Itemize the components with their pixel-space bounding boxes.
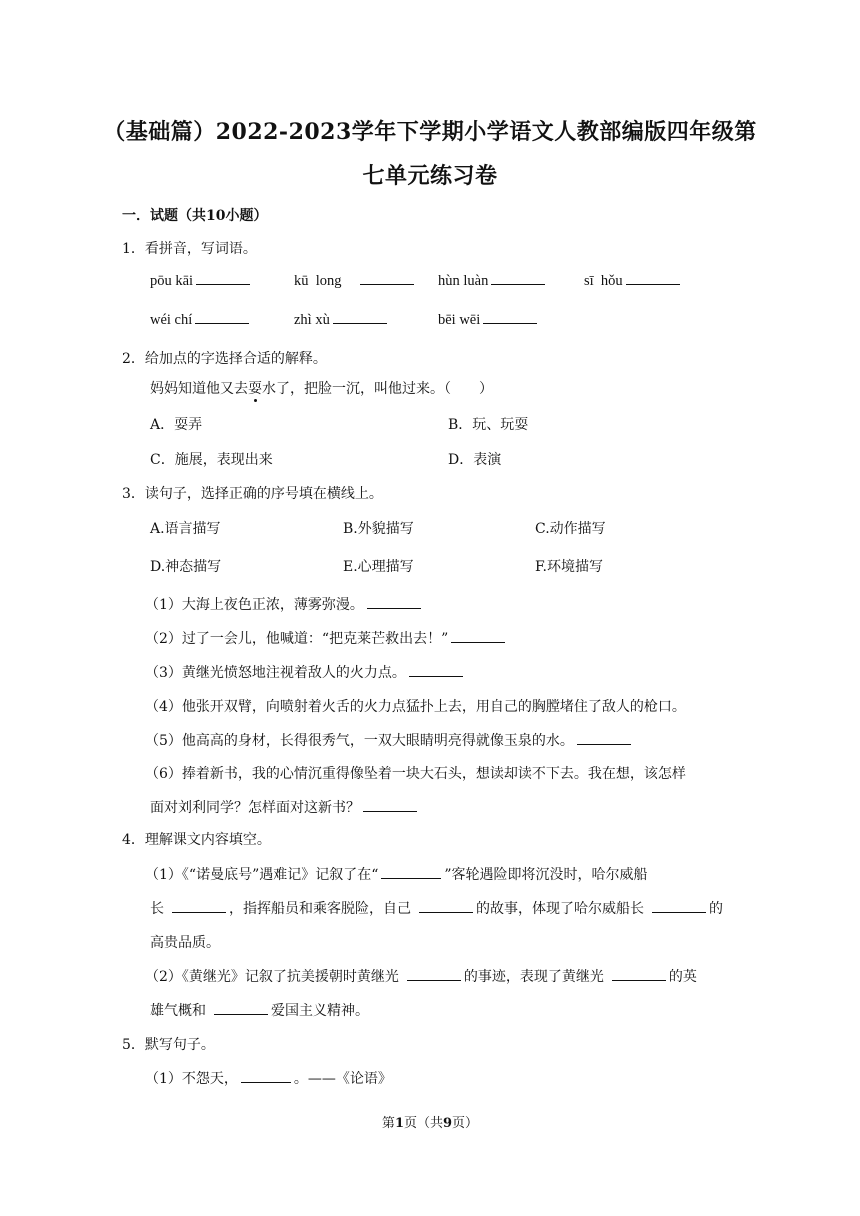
question-3-stem: 3．读句子，选择正确的序号填在横线上。: [122, 486, 383, 502]
text-part: （1）不怨天，: [145, 1071, 238, 1087]
answer-blank[interactable]: [172, 911, 226, 913]
text-part: 长: [150, 901, 164, 917]
pinyin-text: zhì xù: [294, 312, 330, 328]
pinyin-text: hùn luàn: [438, 273, 489, 289]
pinyin-item: [294, 312, 390, 329]
answer-blank[interactable]: [577, 743, 631, 745]
item-text: （5）他高高的身材，长得很秀气，一双大眼睛明亮得就像玉泉的水。: [145, 733, 574, 749]
answer-blank[interactable]: [419, 911, 473, 913]
answer-blank[interactable]: [626, 283, 680, 285]
sentence-part: 妈妈知道他又去: [150, 381, 248, 397]
answer-blank[interactable]: [367, 607, 421, 609]
answer-blank[interactable]: [381, 877, 441, 879]
answer-blank[interactable]: [409, 675, 463, 677]
option-a[interactable]: A．耍弄: [150, 417, 203, 433]
answer-blank[interactable]: [360, 283, 414, 285]
question-4-part-1-end: 高贵品质。: [150, 935, 220, 951]
pinyin-text: bēi wēi: [438, 312, 481, 328]
sentence-part: 水了，把脸一沉，叫他过来。（ ）: [262, 381, 493, 397]
question-4-part-1-continued: [150, 898, 723, 918]
question-3-item: [145, 662, 466, 682]
page-title-continued: 七单元练习卷: [362, 163, 498, 189]
question-5-item: [145, 1068, 392, 1088]
text-part: 的: [709, 901, 723, 917]
pinyin-item: [584, 273, 683, 290]
question-3-item-continued: [150, 797, 420, 817]
text-part: 的事迹，表现了黄继光: [463, 969, 604, 985]
text-part: 爱国主义精神。: [271, 1003, 369, 1019]
answer-blank[interactable]: [333, 322, 387, 324]
item-text: （2）过了一会儿，他喊道：“把克莱芒救出去！”: [145, 631, 449, 647]
page-number: 1: [394, 1116, 404, 1131]
question-3-item: （6）捧着新书，我的心情沉重得像坠着一块大石头，想读却读不下去。我在想，该怎样: [145, 766, 686, 782]
text-part: （2）《黄继光》记叙了抗美援朝时黄继光: [145, 969, 399, 985]
text-part: 的故事，体现了哈尔威船长: [476, 901, 644, 917]
question-4-part-2: [145, 966, 697, 986]
answer-blank[interactable]: [451, 641, 505, 643]
option-b[interactable]: B．玩、玩耍: [448, 417, 529, 433]
dotted-character: 耍: [248, 381, 262, 397]
page-title: （基础篇）2022-2023学年下学期小学语文人教部编版四年级第: [103, 119, 757, 145]
text-part: 。——《论语》: [293, 1071, 392, 1087]
option-c: C.动作描写: [535, 521, 606, 537]
answer-blank[interactable]: [241, 1081, 291, 1083]
option-d: D.神态描写: [150, 559, 222, 575]
question-3-item: （4）他张开双臂，向喷射着火舌的火力点猛扑上去，用自己的胸膛堵住了敌人的枪口。: [145, 699, 686, 715]
question-4-part-1: [145, 864, 648, 884]
answer-blank[interactable]: [214, 1013, 268, 1015]
question-1-stem: 1．看拼音，写词语。: [122, 241, 257, 257]
question-2-stem: 2．给加点的字选择合适的解释。: [122, 351, 327, 367]
option-d[interactable]: D．表演: [448, 452, 502, 468]
answer-blank[interactable]: [196, 283, 250, 285]
item-text: （3）黄继光愤怒地注视着敌人的火力点。: [145, 665, 406, 681]
pinyin-text: pōu kāi: [150, 273, 194, 289]
option-e: E.心理描写: [343, 559, 414, 575]
option-f: F.环境描写: [535, 559, 603, 575]
answer-blank[interactable]: [407, 979, 461, 981]
item-text: （1）大海上夜色正浓，薄雾弥漫。: [145, 597, 364, 613]
question-3-item: [145, 730, 634, 750]
question-4-part-2-continued: [150, 1000, 369, 1020]
item-text: 面对刘利同学？怎样面对这新书？: [150, 800, 360, 816]
page-footer: [0, 1112, 860, 1131]
option-a: A.语言描写: [150, 521, 221, 537]
question-5-stem: 5．默写句子。: [122, 1037, 215, 1053]
question-3-item: [145, 628, 508, 648]
text-part: （1）《“诺曼底号”遇难记》记叙了在“: [145, 867, 379, 883]
footer-text: 页（共: [403, 1116, 443, 1131]
text-part: 雄气概和: [150, 1003, 206, 1019]
answer-blank[interactable]: [652, 911, 706, 913]
option-b: B.外貌描写: [343, 521, 414, 537]
pinyin-item: [294, 273, 417, 290]
question-3-item: [145, 594, 424, 614]
answer-blank[interactable]: [491, 283, 545, 285]
answer-blank[interactable]: [363, 810, 417, 812]
footer-text: 第: [381, 1116, 395, 1131]
question-2-sentence: [150, 378, 493, 398]
pinyin-text: sī hǒu: [584, 273, 623, 289]
pinyin-item: [438, 312, 540, 329]
text-part: 的英: [668, 969, 697, 985]
pinyin-item: [150, 312, 252, 329]
pinyin-item: [438, 273, 548, 290]
question-4-stem: 4．理解课文内容填空。: [122, 832, 271, 848]
footer-text: 页）: [452, 1116, 479, 1131]
pinyin-item: [150, 273, 253, 290]
option-c[interactable]: C．施展，表现出来: [150, 452, 273, 468]
answer-blank[interactable]: [195, 322, 249, 324]
text-part: ”客轮遇险即将沉没时，哈尔威船: [444, 867, 648, 883]
pinyin-text: kū long: [294, 273, 342, 289]
pinyin-text: wéi chí: [150, 312, 193, 328]
total-pages: 9: [443, 1116, 453, 1131]
answer-blank[interactable]: [612, 979, 666, 981]
text-part: ，指挥船员和乘客脱险，自己: [229, 901, 411, 917]
section-heading: 一．试题（共10小题）: [122, 208, 268, 224]
answer-blank[interactable]: [483, 322, 537, 324]
